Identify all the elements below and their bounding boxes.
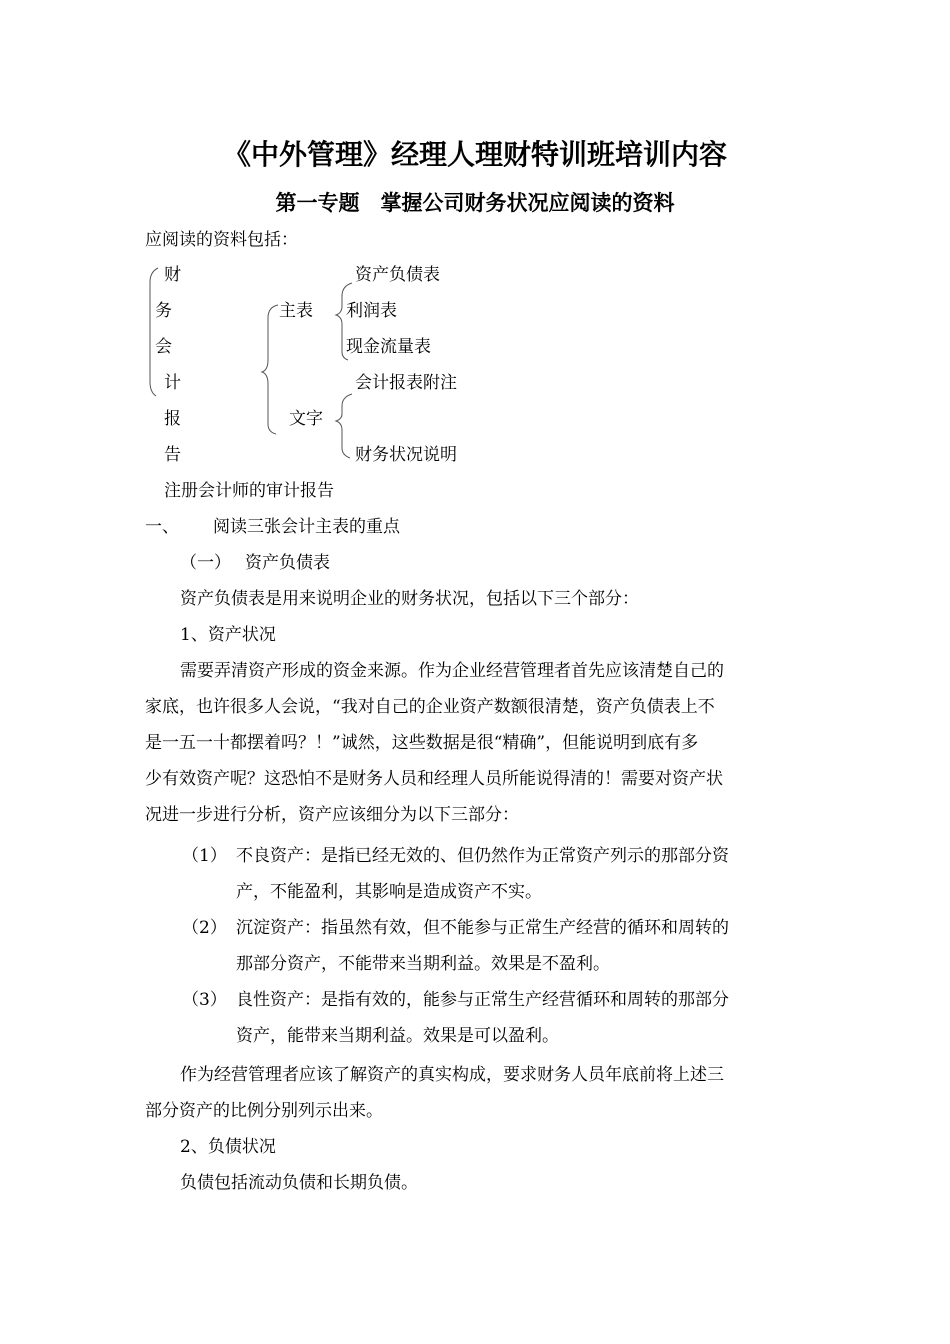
text-materials-label: 文字	[289, 409, 323, 429]
list-item-text: 良性资产：是指有效的，能参与正常生产经营循环和周转的那部分	[236, 990, 729, 1010]
root-char-3: 会	[155, 337, 172, 357]
list-item-number: （3）	[182, 990, 227, 1010]
balance-sheet-intro: 资产负债表是用来说明企业的财务状况，包括以下三个部分：	[180, 589, 639, 609]
root-char-6: 告	[164, 445, 181, 465]
notes-item: 会计报表附注	[355, 373, 457, 393]
audit-report-item: 注册会计师的审计报告	[164, 481, 334, 501]
list-item-text: 资产，能带来当期利益。效果是可以盈利。	[236, 1026, 559, 1046]
main-statements-label: 主表	[279, 301, 313, 321]
list-item-text: 那部分资产，不能带来当期利益。效果是不盈利。	[236, 954, 610, 974]
section-subtitle: 第一专题 掌握公司财务状况应阅读的资料	[275, 190, 675, 215]
debt-paragraph: 负债包括流动负债和长期负债。	[180, 1173, 418, 1193]
root-char-2: 务	[155, 301, 172, 321]
list-item-text: 沉淀资产：指虽然有效，但不能参与正常生产经营的循环和周转的	[236, 918, 729, 938]
list-item-text: 不良资产：是指已经无效的、但仍然作为正常资产列示的那部分资	[236, 846, 729, 866]
asset-paragraph-line: 家底，也许很多人会说，“我对自己的企业资产数额很清楚，资产负债表上不	[145, 697, 715, 717]
root-char-5: 报	[164, 409, 181, 429]
subsection-1-heading: 资产负债表	[245, 553, 330, 573]
asset-paragraph-line: 况进一步进行分析，资产应该细分为以下三部分：	[145, 805, 519, 825]
document-title: 《中外管理》经理人理财特训班培训内容	[222, 138, 727, 171]
balance-sheet-item: 资产负债表	[355, 265, 440, 285]
section-1-number: 一、	[145, 517, 179, 537]
root-char-1: 财	[164, 265, 181, 285]
list-item-number: （1）	[182, 846, 227, 866]
cash-flow-item: 现金流量表	[346, 337, 431, 357]
income-statement-item: 利润表	[346, 301, 397, 321]
intro-text: 应阅读的资料包括：	[145, 230, 298, 250]
subsection-1-number: （一）	[180, 553, 231, 573]
list-item-text: 产，不能盈利，其影响是造成资产不实。	[236, 882, 542, 902]
debt-status-heading: 2、负债状况	[180, 1137, 276, 1157]
root-char-4: 计	[164, 373, 181, 393]
asset-status-heading: 1、资产状况	[180, 625, 276, 645]
asset-paragraph-line: 需要弄清资产形成的资金来源。作为企业经营管理者首先应该清楚自己的	[180, 661, 724, 681]
conclusion-paragraph-line: 部分资产的比例分别列示出来。	[145, 1101, 383, 1121]
asset-paragraph-line: 少有效资产呢？这恐怕不是财务人员和经理人员所能说得清的！需要对资产状	[145, 769, 723, 789]
asset-paragraph-line: 是一五一十都摆着吗？！”诚然，这些数据是很“精确”，但能说明到底有多	[145, 733, 699, 753]
list-item-number: （2）	[182, 918, 227, 938]
conclusion-paragraph-line: 作为经营管理者应该了解资产的真实构成，要求财务人员年底前将上述三	[180, 1065, 724, 1085]
section-1-heading: 阅读三张会计主表的重点	[213, 517, 400, 537]
financial-explanation-item: 财务状况说明	[355, 445, 457, 465]
brace-lines	[0, 0, 950, 520]
